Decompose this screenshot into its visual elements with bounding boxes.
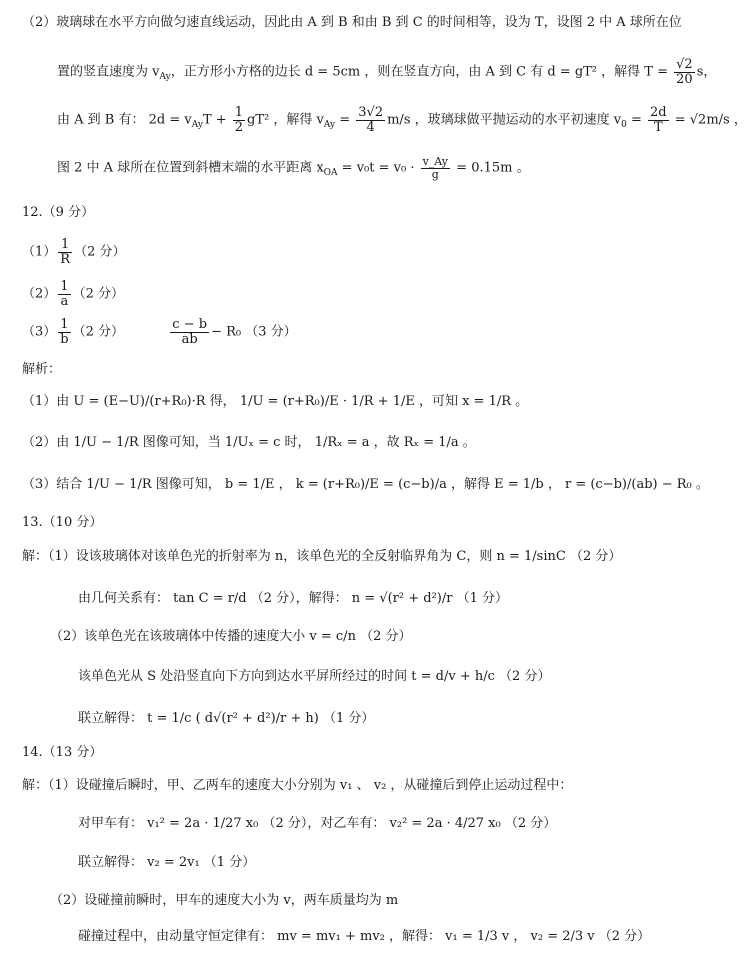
q11-part2-line4: 图 2 中 A 球所在位置到斜槽末端的水平距离 $x_{OA} = v_0t = v_0$ · $\frac{v\_Ay}{g}$ = 0.15m 。 xyxy=(57,155,530,181)
q12-answer3: （3） $\frac{1}{b}$ （2 分） $\frac{c - b}{ab}$ − R₀ （3 分） xyxy=(22,317,297,347)
q13-line4: 该单色光从 S 处沿竖直向下方向到达水平屏所经过的时间 t = d/v + h/c （2 分） xyxy=(78,669,551,684)
q14-line3: 联立解得： v₂ = 2v₁ （1 分） xyxy=(78,855,256,870)
q14-heading: 14.（13 分） xyxy=(22,745,103,760)
q12-solution3: （3）结合 1/U − 1/R 图像可知， b = 1/E ， k = (r+R₀)/E = (c−b)/a ，解得 E = 1/b ， r = (c−b)/(ab) − R₀ 。 xyxy=(22,477,709,492)
q13-line1: 解：（1）设该玻璃体对该单色光的折射率为 n，该单色光的全反射临界角为 C，则 n = 1/sinC （2 分） xyxy=(22,549,622,564)
q14-line1: 解：（1）设碰撞后瞬时，甲、乙两车的速度大小分别为 v₁ 、 v₂ ，从碰撞后到停止运动过程中： xyxy=(22,778,573,793)
q12-answer1: （1） $\frac{1}{R}$ （2 分） xyxy=(22,237,126,267)
q14-line2: 对甲车有： v₁² = 2a · 1/27 x₀ （2 分），对乙车有： v₂² = 2a · 4/27 x₀ （2 分） xyxy=(78,816,557,831)
q13-line5: 联立解得： t = 1/c ( d√(r² + d²)/r + h) （1 分） xyxy=(78,711,375,726)
q14-line4: （2）设碰撞前瞬时，甲车的速度大小为 v，两车质量均为 m xyxy=(50,893,399,908)
q13-line3: （2）该单色光在该玻璃体中传播的速度大小 v = c/n （2 分） xyxy=(50,629,412,644)
q11-part2-line3: 由 A 到 B 有： $2d = v_{Ay}T$ + $\frac{1}{2}$ gT² ，解得 $v_{Ay}$ = $\frac{3√2}{4}$ m/s ，玻璃球做平抛运动的水平初速度 $v_0$ = $\frac{2d}{T}$ = √2m/s ， xyxy=(57,105,747,135)
q12-solution1: （1）由 U = (E−U)/(r+R₀)·R 得， 1/U = (r+R₀)/E · 1/R + 1/E ，可知 x = 1/R 。 xyxy=(22,394,529,409)
fraction-T: $\frac{√2}{20}$ xyxy=(676,57,693,87)
q12-answer2: （2） $\frac{1}{a}$ （2 分） xyxy=(22,279,124,309)
q13-line2: 由几何关系有： tan C = r/d （2 分），解得： n = √(r² + d²)/r （1 分） xyxy=(78,591,509,606)
q12-solution2: （2）由 1/U − 1/R 图像可知，当 1/Uₓ = c 时， 1/Rₓ = a ，故 Rₓ = 1/a 。 xyxy=(22,435,476,450)
q11-part2-line2: 置的竖直速度为 $v_{Ay}$，正方形小方格的边长 d = 5cm ，则在竖直方向，由 A 到 C 有 d = gT² ，解得 T = $\frac{√2}{20}$ s， xyxy=(57,57,717,87)
q14-line5: 碰撞过程中，由动量守恒定律有： mv = mv₁ + mv₂ ，解得： v₁ = 1/3 v ， v₂ = 2/3 v （2 分） xyxy=(78,929,651,944)
q12-heading: 12.（9 分） xyxy=(22,205,95,220)
q13-heading: 13.（10 分） xyxy=(22,515,103,530)
q11-part2-line1: （2）玻璃球在水平方向做匀速直线运动，因此由 A 到 B 和由 B 到 C 的时间相等，设为 T，设图 2 中 A 球所在位 xyxy=(22,15,682,30)
analysis-label: 解析： xyxy=(22,362,62,377)
